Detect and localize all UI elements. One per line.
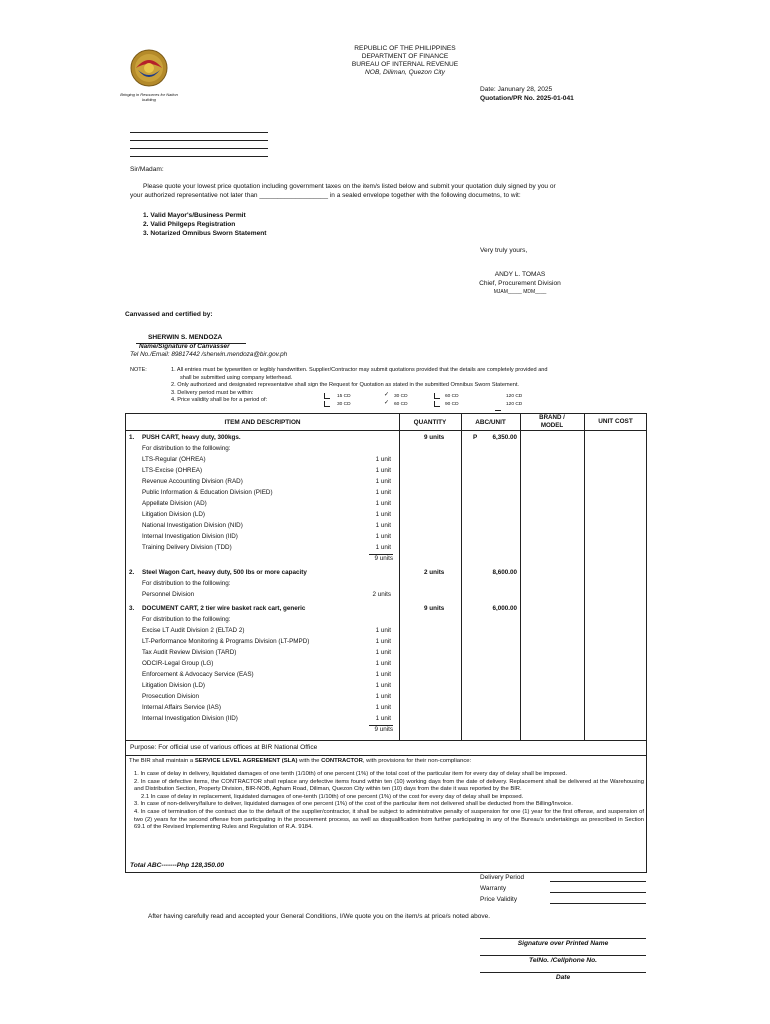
- validity-check-icon: ✓: [384, 400, 390, 406]
- sla-term: SERVICE LEVEL AGREEMENT (SLA): [194, 758, 298, 764]
- item-1-total: 9 units: [369, 554, 393, 563]
- conditions-list: [134, 771, 644, 832]
- delivery-period-label: Delivery Period: [480, 874, 525, 881]
- table-row: LT-Performance Monitoring & Programs Division (LT-PMPD): [142, 638, 310, 645]
- contractor-term: CONTRACTOR: [321, 758, 363, 764]
- row-unit: 1 unit: [375, 456, 391, 463]
- closing-text: Very truly yours,: [480, 247, 528, 254]
- item-1-number: 1.: [129, 434, 135, 441]
- row-unit: 1 unit: [375, 478, 391, 485]
- intro-line-2: your authorized representative not later than ___________________ in a sealed envelope together with the following documetns, to wit:: [130, 192, 521, 199]
- item-3-total: 9 units: [369, 725, 393, 734]
- conditions-intro: [129, 758, 471, 765]
- item-2-qty: 2 units: [424, 569, 445, 576]
- intro-line-1: Please quote your lowest price quotation including government taxes on the item/s listed below and submit your quotation duly signed by you or: [143, 183, 556, 190]
- item-2-number: 2.: [129, 569, 135, 576]
- warranty-label: Warranty: [480, 885, 507, 892]
- table-row: Litigation Division (LD): [142, 511, 205, 518]
- row-unit: 1 unit: [375, 467, 391, 474]
- col-divider: [584, 414, 585, 740]
- row-unit: 1 unit: [375, 489, 391, 496]
- row-unit: 1 unit: [375, 682, 391, 689]
- validity-90cd-label: 90 CD: [445, 402, 459, 407]
- validity-120cd-blank: [495, 410, 501, 411]
- row-unit: 1 unit: [375, 693, 391, 700]
- condition-1: 1. In case of delay in delivery, liquidated damages of one tenth (1/10th) of one percent (1%) of the total cost of the particular item for every day of delay shall be imposed.: [134, 771, 567, 777]
- item-3-title: DOCUMENT CART, 2 tier wire basket rack cart, generic: [142, 605, 306, 612]
- item-3-qty: 9 units: [424, 605, 445, 612]
- row-unit: 1 unit: [375, 660, 391, 667]
- col-divider: [461, 414, 462, 740]
- delivery-15cd-checkbox[interactable]: [324, 393, 330, 399]
- canvasser-name: SHERWIN S. MENDOZA: [148, 334, 223, 341]
- signature-field[interactable]: Signature over Printed Name: [480, 938, 646, 948]
- document-header: [300, 45, 510, 77]
- validity-120cd-label: 120 CD: [506, 402, 523, 407]
- total-abc: Total ABC-------Php 128,350.00: [130, 862, 225, 869]
- col-header-quantity: QUANTITY: [413, 419, 447, 426]
- requirement-item: 3. Notarized Omnibus Sworn Statement: [143, 230, 267, 237]
- table-row: Internal Investigation Division (IID): [142, 715, 238, 722]
- warranty-field[interactable]: [550, 892, 646, 893]
- table-row: Public Information & Education Division (PIED): [142, 489, 273, 496]
- table-row: Internal Affairs Service (IAS): [142, 704, 221, 711]
- header-line-1: REPUBLIC OF THE PHILIPPINES: [354, 45, 456, 52]
- delivery-15cd-label: 15 CD: [337, 394, 351, 399]
- address-line: [130, 140, 268, 141]
- col-header-item: ITEM AND DESCRIPTION: [224, 419, 301, 426]
- purpose-divider-bottom: [126, 755, 647, 756]
- condition-4: 4. In case of termination of the contract due to the default of the supplier/contractor, it shall be subject to administrative penalty of suspension for one (1) year for the first offense, and suspension of two (2) years for the second offense from participating in the procurement process, as well as disqualification from further participating in any of the Bureau's undertakings as prescribed in Section 69.1 of the Revised Implementing Rules and Regulation of R.A. 9184.: [134, 808, 644, 831]
- row-unit: 1 unit: [375, 715, 391, 722]
- header-line-4: NOB, Diliman, Quezon City: [365, 69, 445, 76]
- conditions-intro-end: , with provisions for their non-compliance:: [362, 758, 472, 764]
- condition-2-1: 2.1 In case of delay in replacement, liquidated damages of one-tenth (1/10th) of one percent (1%) of the cost for every day of delay shall be imposed.: [141, 793, 524, 800]
- table-row: Litigation Division (LD): [142, 682, 205, 689]
- address-line: [130, 156, 268, 157]
- row-unit: 1 unit: [375, 649, 391, 656]
- notes: [171, 367, 548, 405]
- item-1-currency: P: [473, 434, 478, 441]
- col-header-brand: BRAND / MODEL: [539, 414, 565, 429]
- delivery-120cd-label: 120 CD: [506, 394, 523, 399]
- header-divider: [126, 430, 647, 431]
- purpose-divider-top: [126, 740, 647, 741]
- row-unit: 1 unit: [375, 533, 391, 540]
- conditions-intro-mid: with the: [297, 758, 322, 764]
- item-3-abc: 6,000.00: [492, 605, 517, 612]
- header-line-3: BUREAU OF INTERNAL REVENUE: [351, 61, 459, 68]
- signatory-title: Chief, Procurement Division: [479, 280, 561, 287]
- note-3: 3. Delivery period must be within:: [171, 389, 254, 396]
- date-field[interactable]: Date: [480, 972, 646, 982]
- items-table: [125, 413, 647, 873]
- delivery-30cd-label: 30 CD: [394, 394, 408, 399]
- validity-30cd-label: 30 CD: [337, 402, 351, 407]
- note-4: 4. Price validity shall be for a period of:: [171, 397, 268, 404]
- table-row: Revenue Accounting Division (RAD): [142, 478, 243, 485]
- item-2-abc: 8,600.00: [492, 569, 517, 576]
- row-unit: 1 unit: [375, 638, 391, 645]
- delivery-60cd-label: 60 CD: [445, 394, 459, 399]
- table-row: ODCIR-Legal Group (LG): [142, 660, 214, 667]
- condition-3: 3. In case of non-delivery/failure to deliver, liquidated damages of one percent (1%) of the cost of the particular item not delivered shall be deducted from the Billing/Invoice.: [134, 801, 573, 808]
- row-unit: 1 unit: [375, 704, 391, 711]
- item-1-qty: 9 units: [424, 434, 445, 441]
- quotation-number: Quotation/PR No. 2025-01-041: [480, 95, 574, 102]
- row-unit: 1 unit: [375, 627, 391, 634]
- validity-60cd-label: 60 CD: [394, 402, 408, 407]
- signatory-name: ANDY L. TOMAS: [494, 271, 546, 278]
- canvasser-contact: Tel No./Email: 89817442 /sherwin.mendoza@bir.gov.ph: [130, 351, 288, 358]
- table-row: Internal Investigation Division (IID): [142, 533, 238, 540]
- table-row: LTS-Regular (OHREA): [142, 456, 206, 463]
- canvasser-caption: Name/Signature of Canvasser: [139, 343, 230, 350]
- item-1-abc: 6,350.00: [492, 434, 517, 441]
- requirement-item: 2. Valid Philgeps Registration: [143, 221, 236, 228]
- table-row: Tax Audit Review Division (TARD): [142, 649, 237, 656]
- delivery-check-icon: ✓: [384, 392, 390, 398]
- validity-30cd-checkbox[interactable]: [324, 401, 330, 407]
- row-unit: 1 unit: [375, 500, 391, 507]
- table-row: Prosecution Division: [142, 693, 200, 700]
- table-row: Excise LT Audit Division 2 (ELTAD 2): [142, 627, 245, 634]
- row-unit: 1 unit: [375, 671, 391, 678]
- row-unit: 1 unit: [375, 511, 391, 518]
- price-validity-label: Price Validity: [480, 896, 518, 903]
- col-header-unit-cost: UNIT COST: [598, 418, 633, 425]
- col-divider: [520, 414, 521, 740]
- condition-2: 2. In case of defective items, the CONTRACTOR shall replace any defective items found within ten (10) working days from the date of delivery. Replacement shall be delivered at the Warehousing and Distribution Section, Property Division, BIR-NOB, Agham Road, Diliman, Quezon City within ten (10) days from the date it was reported by the BIR.: [134, 778, 644, 793]
- col-header-abc: ABC/UNIT: [475, 419, 506, 426]
- table-row: Personnel Division: [142, 591, 195, 598]
- item-1-title: PUSH CART, heavy duty, 300kgs.: [142, 434, 241, 441]
- row-unit: 2 units: [372, 591, 391, 598]
- item-1-dist-label: For distribution to the folllowing:: [142, 445, 231, 452]
- table-row: Training Delivery Division (TDD): [142, 544, 232, 551]
- signatory-initials: MJAM_____ MDM____: [493, 289, 547, 295]
- acceptance-text: After having carefully read and accepted your General Conditions, I/We quote you on the item/s at price/s noted above.: [148, 913, 491, 920]
- item-3-number: 3.: [129, 605, 135, 612]
- canvassed-label: Canvassed and certified by:: [125, 311, 213, 318]
- table-row: Enforcement & Advocacy Service (EAS): [142, 671, 254, 678]
- row-unit: 1 unit: [375, 544, 391, 551]
- table-row: National Investigation Division (NID): [142, 522, 243, 529]
- note-1-cont: shall be submitted using company letterhead.: [180, 374, 293, 381]
- note-2: 2. Only authorized and designated representative shall sign the Request for Quotation as stated in the submitted Omnibus Sworn Statement.: [171, 382, 519, 389]
- date-text: Date: Janunary 28, 2025: [480, 86, 553, 93]
- note-1: 1. All entries must be typewritten or legibly handwritten. Supplier/Contractor may submit quotations provided that the details are completely provided and: [171, 367, 548, 373]
- logo-caption: Bringing in Resources for Nation building: [120, 92, 178, 102]
- address-line: [130, 148, 268, 149]
- purpose-text: Purpose: For official use of various offices at BIR National Office: [130, 744, 318, 751]
- note-label: NOTE:: [130, 367, 147, 373]
- delivery-60cd-checkbox[interactable]: [434, 393, 440, 399]
- requirements-list: [143, 211, 266, 238]
- salutation: Sir/Madam:: [130, 166, 164, 173]
- header-line-2: DEPARTMENT OF FINANCE: [361, 53, 449, 60]
- row-unit: 1 unit: [375, 522, 391, 529]
- delivery-period-field[interactable]: [550, 881, 646, 882]
- conditions-intro-text: The BIR shall maintain a: [129, 758, 195, 764]
- item-2-dist-label: For distribution to the folllowing:: [142, 580, 231, 587]
- validity-90cd-checkbox[interactable]: [434, 401, 440, 407]
- address-line: [130, 132, 268, 133]
- requirement-item: 1. Valid Mayor's/Business Permit: [143, 212, 246, 219]
- table-row: LTS-Excise (OHREA): [142, 467, 203, 474]
- price-validity-field[interactable]: [550, 903, 646, 904]
- table-row: Appellate Division (AD): [142, 500, 207, 507]
- col-divider: [399, 414, 400, 740]
- item-3-dist-label: For distribution to the folllowing:: [142, 616, 231, 623]
- item-2-title: Steel Wagon Cart, heavy duty, 500 lbs or more capacity: [142, 569, 307, 576]
- telephone-field[interactable]: TelNo. /Cellphone No.: [480, 955, 646, 965]
